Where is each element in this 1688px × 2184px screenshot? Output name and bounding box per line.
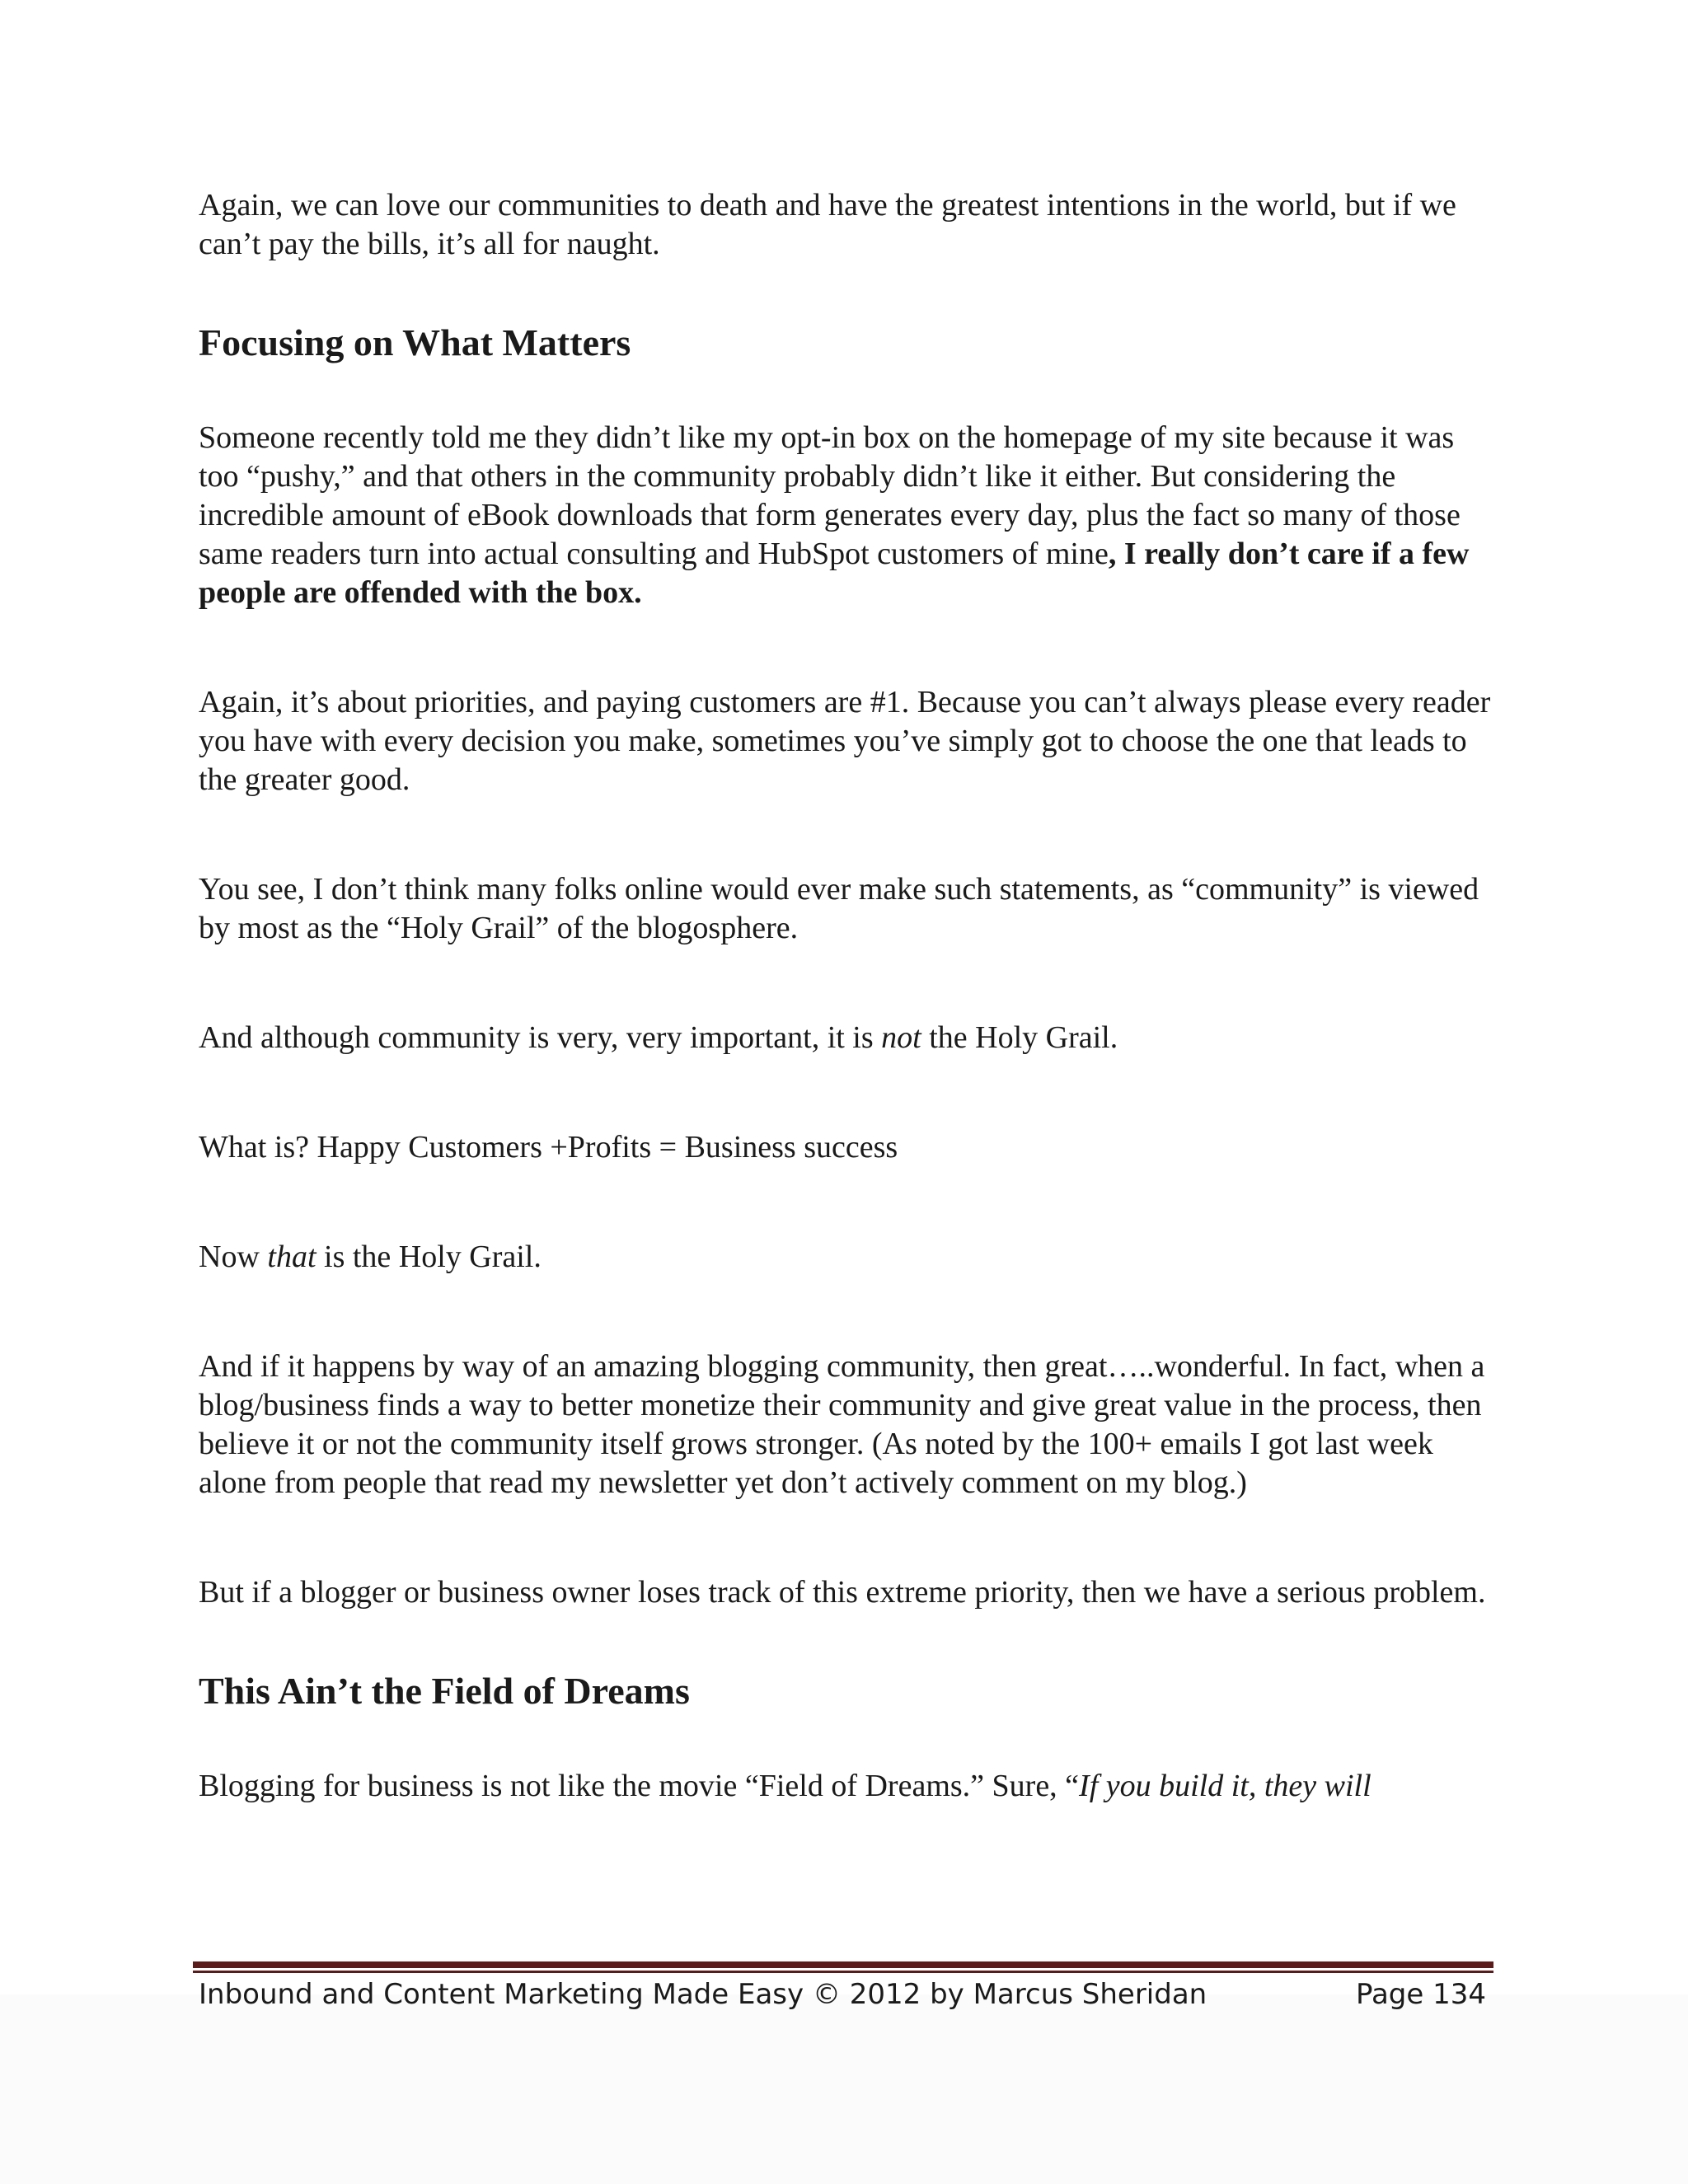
paragraph-not-holy-grail-end: the Holy Grail. <box>921 1020 1118 1055</box>
paragraph-intro: Again, we can love our communities to death and have the greatest intentions in the world, but if we can’t pay the bills, it’s all for naught. <box>199 188 1456 261</box>
paragraph-opt-in-box <box>199 419 1494 612</box>
paragraph-not-holy-grail-emphasis: not <box>881 1020 921 1055</box>
paragraph-field-of-dreams <box>199 1767 1494 1806</box>
paragraph-blogging-community: And if it happens by way of an amazing blogging community, then great…..wonderful. In fact, when a blog/business finds a way to better monetize their community and give great value in the process, then believe it or not the community itself grows stronger. (As noted by the 100+ emails I got last week alone from people that read my newsletter yet don’t actively comment on my blog.) <box>199 1349 1485 1500</box>
paragraph-now-that-emphasis: that <box>267 1240 316 1274</box>
paragraph-now-that-end: is the Holy Grail. <box>316 1240 542 1274</box>
document-body <box>199 186 1494 1806</box>
footer-divider <box>193 1961 1493 1973</box>
page-bottom-shade <box>0 1994 1688 2184</box>
paragraph-opt-in-box-text: Someone recently told me they didn’t like my opt-in box on the homepage of my site because it was too “pushy,” and that others in the community probably didn’t like it either. But considering the incredible amount of eBook downloads that form generates every day, plus the fact so many of those same readers turn into actual consulting and HubSpot customers of mine <box>199 420 1461 571</box>
footer-copyright: Inbound and Content Marketing Made Easy © 2012 by Marcus Sheridan <box>199 1978 1207 2011</box>
paragraph-not-holy-grail-start: And although community is very, very important, it is <box>199 1020 882 1055</box>
paragraph-opt-in-box-bold: , I really don’t care if a few people are offended with the box. <box>199 537 1470 610</box>
paragraph-priorities: Again, it’s about priorities, and paying customers are #1. Because you can’t always please every reader you have with every decision you make, sometimes you’ve simply got to choose the one that leads to the greater good. <box>199 685 1491 797</box>
paragraph-field-of-dreams-start: Blogging for business is not like the movie “Field of Dreams.” Sure, “ <box>199 1769 1080 1803</box>
paragraph-community-statements: You see, I don’t think many folks online would ever make such statements, as “community” is viewed by most as the “Holy Grail” of the blogosphere. <box>199 872 1479 945</box>
paragraph-not-holy-grail <box>199 1019 1494 1057</box>
footer-page-number: Page 134 <box>1355 1978 1486 2011</box>
heading-focusing-on-what-matters: Focusing on What Matters <box>199 321 631 363</box>
heading-field-of-dreams: This Ain’t the Field of Dreams <box>199 1670 690 1712</box>
paragraph-now-that-start: Now <box>199 1240 268 1274</box>
paragraph-extreme-priority: But if a blogger or business owner loses track of this extreme priority, then we have a serious problem. <box>199 1575 1486 1610</box>
paragraph-now-that <box>199 1238 1494 1277</box>
paragraph-what-is: What is? Happy Customers +Profits = Business success <box>199 1130 898 1165</box>
paragraph-field-of-dreams-quote: If you build it, they will <box>1079 1769 1372 1803</box>
